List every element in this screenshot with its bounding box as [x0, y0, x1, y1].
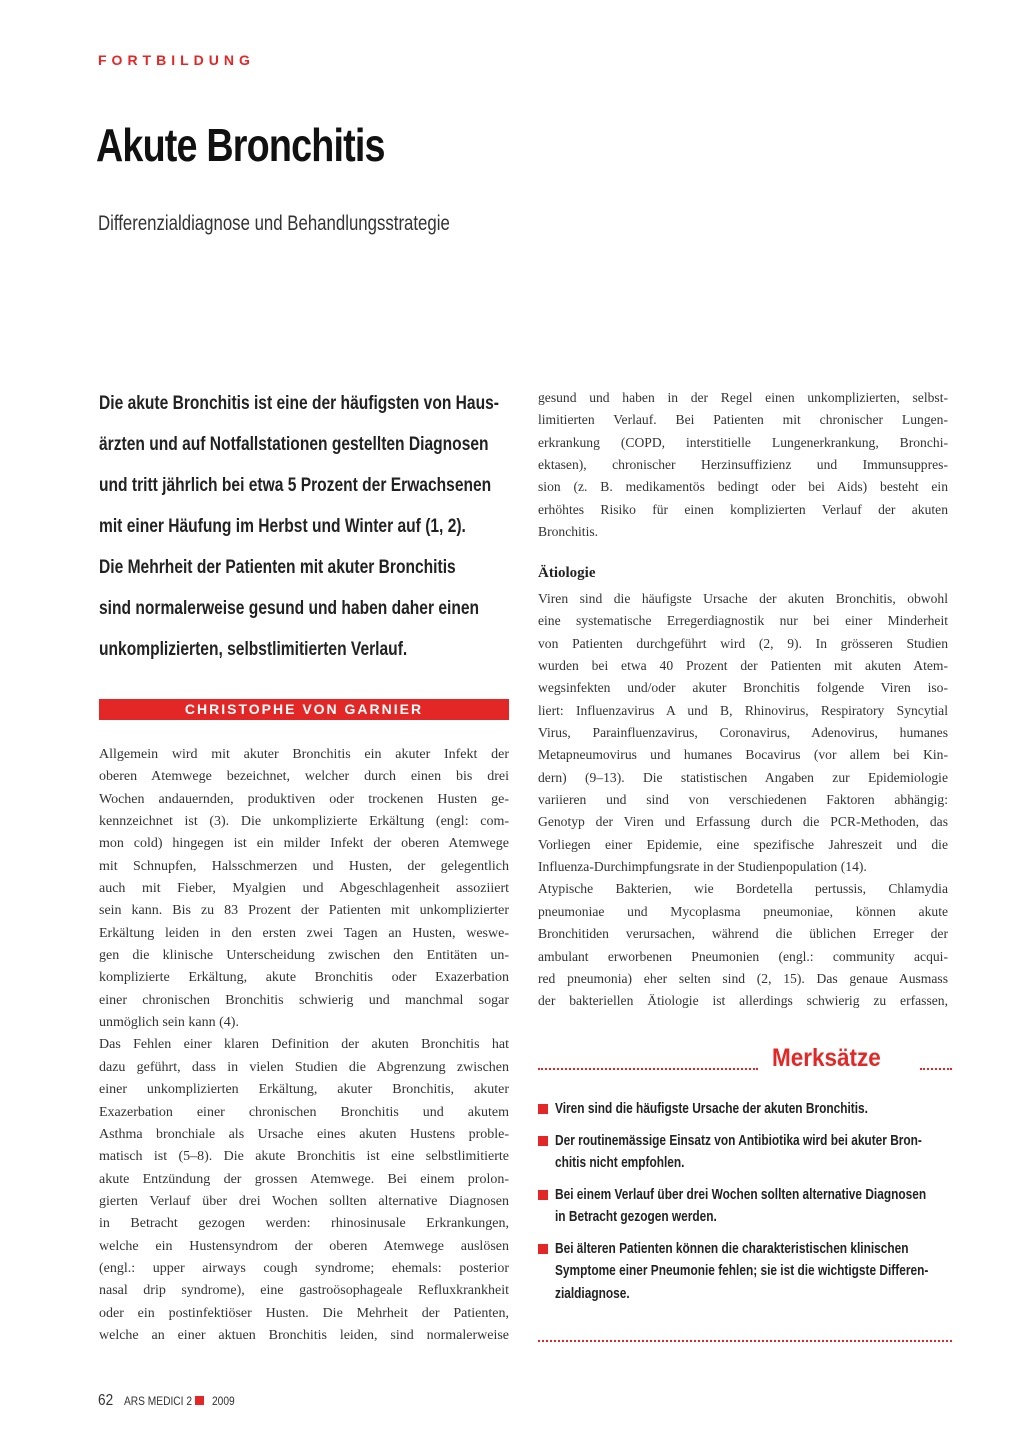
- lead-line: Die akute Bronchitis ist eine der häufigsten von Haus-: [99, 393, 499, 414]
- lead-line: ärzten und auf Notfallstationen gestellten Diagnosen: [99, 434, 489, 455]
- section-label: FORTBILDUNG: [98, 52, 255, 68]
- merksatz-item: [538, 1130, 952, 1175]
- text-line: matisch ist (5–8). Die akute Bronchitis ist eine selbstlimitierte: [99, 1149, 509, 1165]
- text-line: oberen Atemwege bezeichnet, welcher durch einen bis drei: [99, 769, 509, 785]
- journal-name: ARS MEDICI 2: [124, 1394, 193, 1408]
- merksatz-line: in Betracht gezogen werden.: [555, 1209, 717, 1225]
- text-line: gierten Verlauf über drei Wochen sollten alternative Diagnosen: [99, 1193, 509, 1209]
- merksatz-line: Bei älteren Patienten können die charakteristischen klinischen: [555, 1240, 909, 1257]
- body-column-right-bottom: [538, 588, 948, 1013]
- text-line: kennzeichnet ist (3). Die unkomplizierte Erkältung (engl: com-: [99, 814, 509, 830]
- article-subtitle: Differenzialdiagnose und Behandlungsstrategie: [98, 212, 450, 235]
- text-line: einer unkomplizierten Erkältung, akuter Bronchitis, akuter: [99, 1082, 509, 1098]
- text-line: Metapneumovirus und humanes Bocavirus (vor allem bei Kin-: [538, 747, 948, 763]
- text-line: nasal drip syndrome), eine gastroösophageale Refluxkrankheit: [99, 1283, 509, 1299]
- text-line: limitierten Verlauf. Bei Patienten mit chronischer Lungen-: [538, 412, 948, 428]
- text-line: der bakteriellen Ätiologie ist allerdings schwierig zu erfassen,: [538, 993, 948, 1009]
- square-bullet-icon: [538, 1104, 548, 1114]
- journal-year: 2009: [212, 1394, 235, 1408]
- square-bullet-icon: [538, 1244, 548, 1254]
- body-column-left: [99, 744, 509, 1347]
- text-line: liert: Influenzavirus A und B, Rhinovirus, Respiratory Syncytial: [538, 702, 948, 718]
- text-line: (engl.: upper airways cough syndrome; ehemals: posterior: [99, 1260, 509, 1276]
- text-line: in Betracht gezogen werden: rhinosinusale Erkrankungen,: [99, 1216, 509, 1232]
- merksatz-line: zialdiagnose.: [555, 1285, 630, 1302]
- text-line: Viren sind die häufigste Ursache der akuten Bronchitis, obwohl: [538, 591, 948, 606]
- merksatz-line: Bei einem Verlauf über drei Wochen sollten alternative Diagnosen: [555, 1186, 927, 1203]
- text-line: gesund und haben in der Regel einen unkomplizierten, selbst-: [538, 390, 948, 405]
- text-line: wegsinfekten und/oder akuter Bronchitis folgende Viren iso-: [538, 680, 948, 696]
- merksaetze-header: [538, 1044, 952, 1076]
- text-line: komplizierte Erkältung, akute Bronchitis oder Exazerbation: [99, 970, 509, 986]
- text-line: welche ein Hustensyndrom der oberen Atemwege auslösen: [99, 1238, 509, 1254]
- lead-paragraph: [99, 383, 509, 670]
- text-line: einer chronischen Bronchitis schwierig und manchmal sogar: [99, 992, 509, 1008]
- article-title: Akute Bronchitis: [96, 119, 385, 171]
- merksatz-item: [538, 1184, 952, 1229]
- text-line: Virus, Parainfluenzavirus, Coronavirus, Adenovirus, humanes: [538, 725, 948, 741]
- text-line: auch mit Fieber, Myalgien und Abgeschlagenheit assoziiert: [99, 881, 509, 897]
- merksatz-text: [555, 1184, 949, 1229]
- text-line: erkrankung (COPD, interstitielle Lungenerkrankung, Bronchi-: [538, 434, 948, 450]
- red-square-icon: [195, 1396, 204, 1405]
- lead-line: und tritt jährlich bei etwa 5 Prozent der Erwachsenen: [99, 475, 492, 496]
- merksatz-text: [555, 1130, 949, 1175]
- text-line: welche an einer aktuen Bronchitis leiden, sind normalerweise: [99, 1327, 509, 1343]
- merksaetze-title: Merksätze: [772, 1044, 881, 1072]
- text-line: Asthma bronchiale als Ursache eines akuten Hustens proble-: [99, 1126, 509, 1142]
- text-line: Atypische Bakterien, wie Bordetella pertussis, Chlamydia: [538, 881, 948, 897]
- text-line: Bronchitis.: [538, 524, 599, 540]
- dotted-rule-right: [920, 1066, 952, 1070]
- text-line: wurden bei etwa 40 Prozent der Patienten mit akuten Atem-: [538, 658, 948, 674]
- author-bar: CHRISTOPHE VON GARNIER: [99, 699, 509, 720]
- text-line: Genotyp der Viren und Erfassung durch die PCR-Methoden, das: [538, 814, 948, 830]
- merksatz-line: chitis nicht empfohlen.: [555, 1155, 685, 1171]
- text-line: mon cold) hingegen ist ein milder Infekt der oberen Atemwege: [99, 836, 509, 852]
- page-number: 62: [98, 1392, 114, 1409]
- text-line: ektasen), chronischer Herzinsuffizienz und Immunsuppres-: [538, 457, 948, 473]
- text-line: dern) (9–13). Die statistischen Angaben zur Epidemiologie: [538, 769, 948, 785]
- text-line: Vorliegen einer Epidemie, eine spezifische Jahreszeit und die: [538, 836, 948, 852]
- merksaetze-list: [538, 1098, 952, 1314]
- text-line: gen die klinische Unterscheidung zwischen den Entitäten un-: [99, 948, 509, 964]
- text-line: eine systematische Erregerdiagnostik nur bei einer Minderheit: [538, 613, 948, 629]
- text-line: variieren und sind von verschiedenen Faktoren abhängig:: [538, 792, 948, 808]
- text-line: oder ein postinfektiöser Husten. Die Mehrheit der Patienten,: [99, 1305, 509, 1321]
- text-line: Allgemein wird mit akuter Bronchitis ein akuter Infekt der: [99, 747, 509, 762]
- body-column-right-top: [538, 387, 948, 543]
- text-line: dazu geführt, dass in vielen Studien die Abgrenzung zwischen: [99, 1059, 509, 1075]
- merksatz-line: Viren sind die häufigste Ursache der akuten Bronchitis.: [555, 1101, 868, 1117]
- text-line: sein kann. Bis zu 83 Prozent der Patienten mit unkomplizierter: [99, 903, 509, 919]
- text-line: Influenza-Durchimpfungsrate in der Studienpopulation (14).: [538, 859, 867, 875]
- text-line: Das Fehlen einer klaren Definition der akuten Bronchitis hat: [99, 1037, 509, 1053]
- merksatz-text: [555, 1238, 949, 1306]
- merksatz-item: [538, 1238, 952, 1306]
- text-line: ambulant erworbenen Pneumonien (engl.: community acqui-: [538, 948, 948, 964]
- text-line: mit Schnupfen, Halsschmerzen und Husten, der gelegentlich: [99, 858, 509, 874]
- aetiology-heading: Ätiologie: [538, 565, 596, 581]
- page-footer: [98, 1392, 239, 1410]
- text-line: Wochen andauernden, produktiven oder trockenen Husten ge-: [99, 791, 509, 807]
- text-line: Bronchitiden verursachen, während die üblichen Erreger der: [538, 926, 948, 942]
- merksatz-line: Der routinemässige Einsatz von Antibiotika wird bei akuter Bron-: [555, 1132, 922, 1149]
- lead-line: unkomplizierten, selbstlimitierten Verlauf.: [99, 639, 408, 660]
- text-line: akute Entzündung der grossen Atemwege. Bei einem prolon-: [99, 1171, 509, 1187]
- text-line: sion (z. B. medikamentös bedingt oder bei Aids) besteht ein: [538, 479, 948, 495]
- text-line: Exazerbation einer chronischen Bronchitis und akutem: [99, 1104, 509, 1120]
- text-line: Erkältung leiden in den ersten zwei Tagen an Husten, weswe-: [99, 925, 509, 941]
- dotted-rule-left: [538, 1066, 758, 1070]
- lead-line: mit einer Häufung im Herbst und Winter auf (1, 2).: [99, 516, 466, 537]
- square-bullet-icon: [538, 1136, 548, 1146]
- text-line: pneumoniae und Mycoplasma pneumoniae, können akute: [538, 903, 948, 919]
- merksatz-text: [555, 1098, 949, 1121]
- lead-line: Die Mehrheit der Patienten mit akuter Bronchitis: [99, 557, 456, 578]
- text-line: von Patienten durchgeführt wird (2, 9). In grösseren Studien: [538, 635, 948, 651]
- text-line: erhöhtes Risiko für einen komplizierten Verlauf der akuten: [538, 501, 948, 517]
- merksatz-item: [538, 1098, 952, 1121]
- dotted-rule-bottom: [538, 1338, 952, 1342]
- square-bullet-icon: [538, 1190, 548, 1200]
- lead-line: sind normalerweise gesund und haben daher einen: [99, 598, 480, 619]
- merksatz-line: Symptome einer Pneumonie fehlen; sie ist die wichtigste Differen-: [555, 1263, 929, 1279]
- text-line: unmöglich sein kann (4).: [99, 1015, 239, 1031]
- text-line: red pneumonia) eher selten sind (2, 15). Das genaue Ausmass: [538, 970, 948, 986]
